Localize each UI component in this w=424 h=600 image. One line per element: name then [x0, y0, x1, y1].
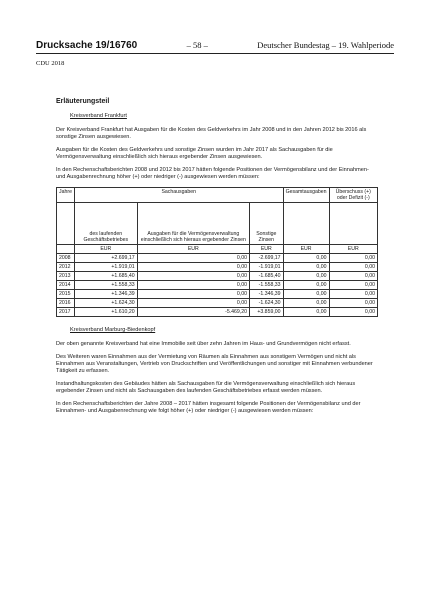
col-header-zinsen: Sonstige Zinsen	[250, 203, 284, 245]
unit-cell: EUR	[250, 245, 284, 254]
paragraph: Der oben genannte Kreisverband hat eine Immobilie seit über zehn Jahren im Haus- und Grundvermögen nicht erfasst.	[56, 341, 351, 347]
table-row: 2016 +1.624,30 0,00 -1.624,30 0,00 0,00	[57, 299, 378, 308]
finance-table	[56, 187, 378, 317]
unit-cell: EUR	[137, 245, 249, 254]
paragraph: Der Kreisverband Frankfurt hat Ausgaben für die Kosten des Geldverkehrs im Jahr 2008 und in den Jahren 2012 bis 2016 als sonstige Zinsen ausgewiesen.	[56, 127, 367, 140]
table-row: 2008 +2.699,17 0,00 -2.699,17 0,00 0,00	[57, 254, 378, 263]
subheading-frankfurt: Kreisverband Frankfurt	[70, 113, 127, 119]
table-row: 2013 +1.685,40 0,00 -1.685,40 0,00 0,00	[57, 272, 378, 281]
col-header-ueberschuss: Überschuss (+) oder Defizit (-)	[329, 188, 377, 203]
table-row: 2012 +1.919,01 0,00 -1.919,01 0,00 0,00	[57, 263, 378, 272]
scanned-document	[56, 98, 378, 421]
table-row: 2017 +1.610,20 -5.469,20 +3.859,00 0,00 0,00	[57, 308, 378, 317]
drucksache-number: Drucksache 19/16760	[36, 40, 138, 51]
paragraph: Des Weiteren waren Einnahmen aus der Vermietung von Räumen als Einnahmen aus sonstigem Vermögen und nicht als Einnahmen aus Veranstaltungen, Vertrieb von Druckschriften und Veröffentlichungen und sonstiger mit Einnahmen verbundener Tätigkeit zu erfassen.	[56, 354, 373, 374]
col-header-vermoegen: Ausgaben für die Vermögensverwaltung einschließlich sich hieraus ergebender Zinsen	[137, 203, 249, 245]
page-number: – 58 –	[186, 40, 208, 50]
col-header-laufend: des laufenden Geschäftsbetriebes	[74, 203, 137, 245]
unit-cell: EUR	[283, 245, 329, 254]
header-title: Deutscher Bundestag – 19. Wahlperiode	[257, 40, 394, 50]
col-header-gesamt: Gesamtausgaben	[283, 188, 329, 203]
paragraph: In den Rechenschaftsberichten der Jahre 2008 – 2017 hätten insgesamt folgende Positionen der Vermögensbilanz und der Einnahmen- und Ausgabenrechnung wie folgt höher (+) oder niedriger (-) ausgewiesen werden müssen:	[56, 401, 361, 414]
col-header-years: Jahre	[57, 188, 75, 203]
page-header	[36, 40, 394, 51]
col-header-sachausgaben: Sachausgaben	[74, 188, 283, 203]
paragraph: Ausgaben für die Kosten des Geldverkehrs und sonstige Zinsen wurden im Jahr 2017 als Sachausgaben für die Vermögensverwaltung einschließlich sich hieraus ergebender Zinsen ausgewiesen.	[56, 147, 333, 160]
paragraph: In den Rechenschaftsberichten 2008 und 2012 bis 2017 hätten folgende Positionen der Vermögensbilanz und der Einnahmen- und Ausgabenrechnung höher (+) oder niedriger (-) ausgewiesen werden müssen:	[56, 167, 369, 180]
section-label: CDU 2018	[36, 60, 65, 67]
header-rule	[36, 53, 394, 54]
paragraph: Instandhaltungskosten des Gebäudes hätten als Sachausgaben für die Vermögensverwaltung einschließlich sich hieraus ergebender Zinsen und nicht als Sachausgaben des laufenden Geschäftsbetriebes erfasst werden müssen.	[56, 381, 356, 394]
doc-heading: Erläuterungsteil	[56, 98, 110, 105]
table-row: 2014 +1.558,33 0,00 -1.558,33 0,00 0,00	[57, 281, 378, 290]
table-row: 2015 +1.346,39 0,00 -1.346,39 0,00 0,00	[57, 290, 378, 299]
unit-cell: EUR	[74, 245, 137, 254]
subheading-marburg: Kreisverband Marburg-Biedenkopf	[70, 327, 156, 333]
unit-cell: EUR	[329, 245, 377, 254]
